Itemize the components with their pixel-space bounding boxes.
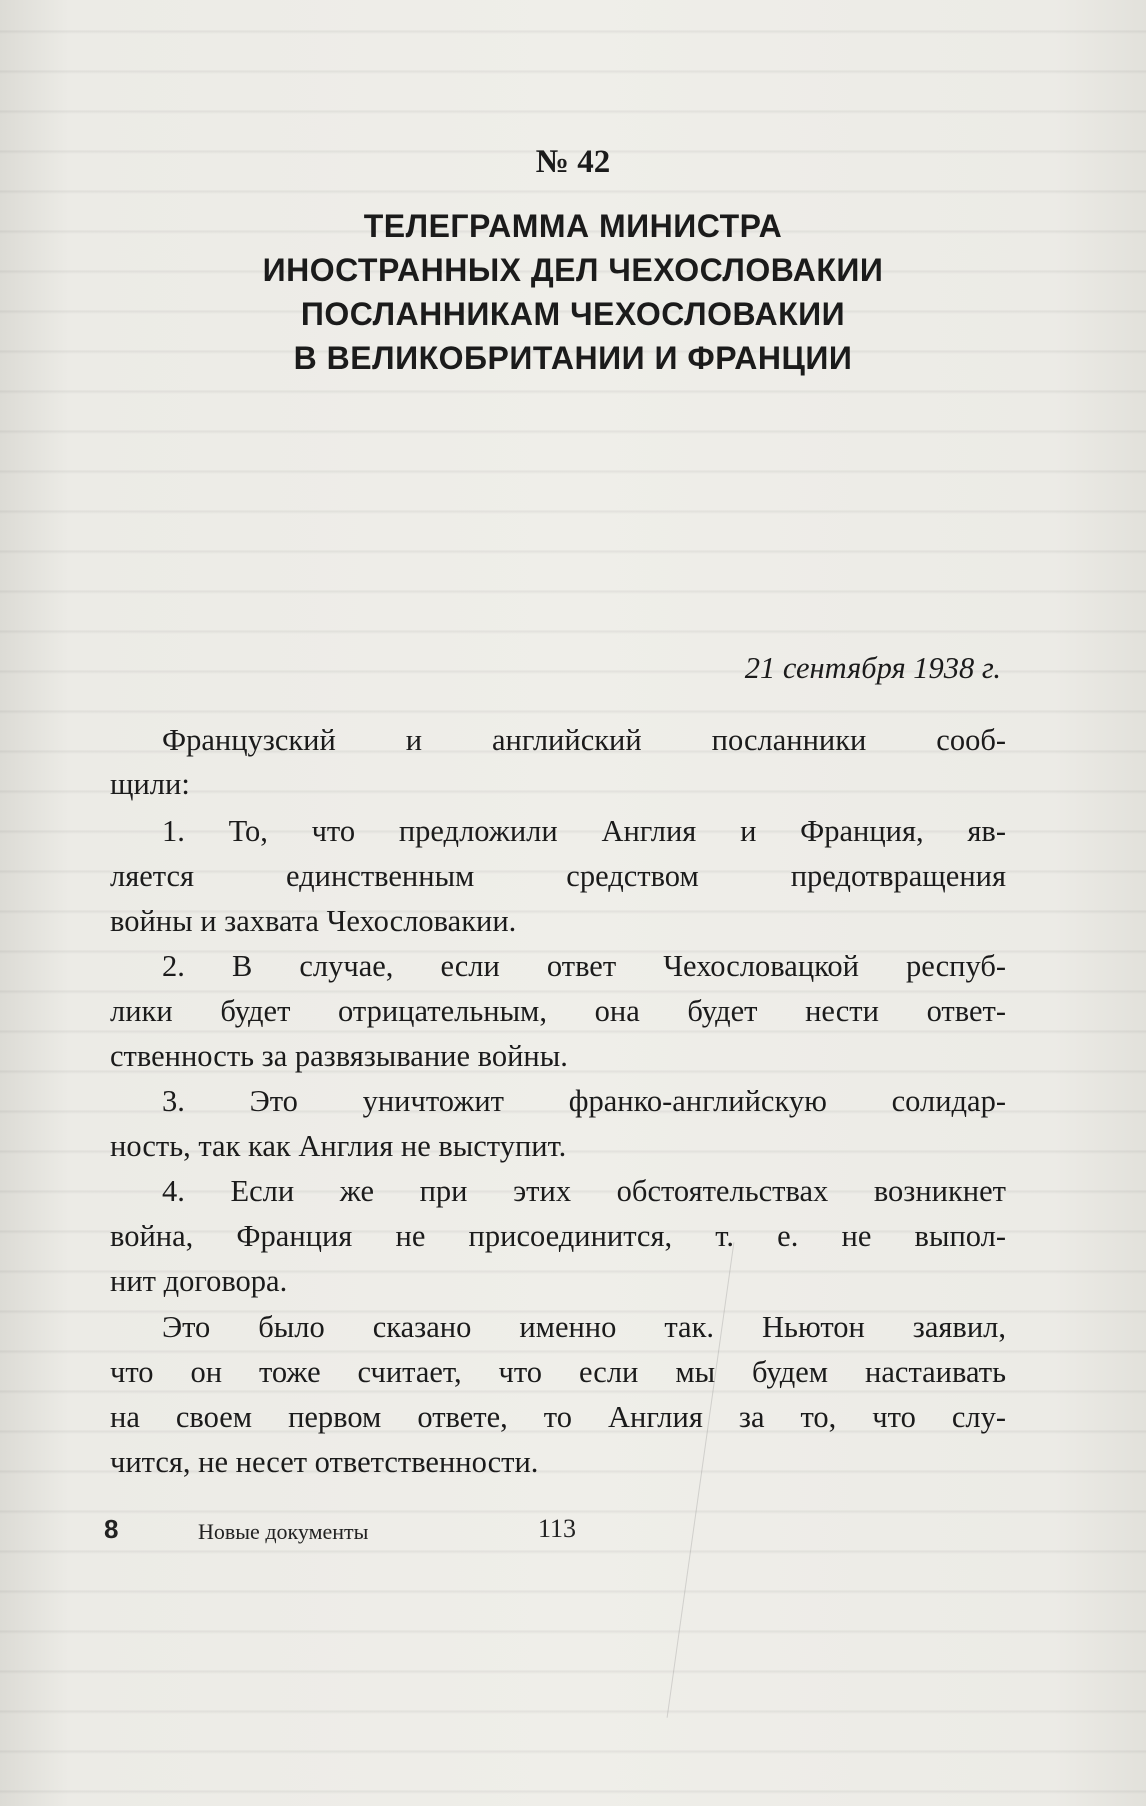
title-line-2: ИНОСТРАННЫХ ДЕЛ ЧЕХОСЛОВАКИИ xyxy=(262,252,884,288)
title-line-1: ТЕЛЕГРАММА МИНИСТРА xyxy=(363,208,783,244)
title-line-3: ПОСЛАННИКАМ ЧЕХОСЛОВАКИИ xyxy=(300,296,846,332)
body-line: 2. В случае, если ответ Чехословацкой респуб- xyxy=(162,949,1006,983)
body-line: 1. То, что предложили Англия и Франция, яв- xyxy=(162,814,1006,848)
body-line: ляется единственным средством предотвращения xyxy=(110,859,1006,893)
body-line: ственность за развязывание войны. xyxy=(110,1039,568,1073)
body-line: ность, так как Англия не выступит. xyxy=(110,1129,567,1163)
body-line: что он тоже считает, что если мы будем настаивать xyxy=(110,1355,1006,1389)
body-line: Французский и английский посланники сооб- xyxy=(162,723,1006,757)
title-line-4: В ВЕЛИКОБРИТАНИИ И ФРАНЦИИ xyxy=(293,340,853,376)
page-number: 113 xyxy=(538,1514,577,1543)
document-number: № 42 xyxy=(535,144,611,180)
body-line: война, Франция не присоединится, т. е. не выпол- xyxy=(110,1219,1006,1253)
document-date: 21 сентября 1938 г. xyxy=(744,651,1001,685)
body-line: на своем первом ответе, то Англия за то, что слу- xyxy=(110,1400,1006,1434)
body-line: Это было сказано именно так. Ньютон заявил, xyxy=(162,1310,1006,1344)
body-line: войны и захвата Чехословакии. xyxy=(110,904,517,938)
signature-mark: 8 xyxy=(104,1514,119,1544)
running-footer-title: Новые документы xyxy=(198,1519,369,1544)
body-line: чится, не несет ответственности. xyxy=(110,1445,539,1479)
body-line: 4. Если же при этих обстоятельствах возникнет xyxy=(162,1174,1006,1208)
body-line: нит договора. xyxy=(110,1264,288,1298)
body-line: 3. Это уничтожит франко-английскую солидар- xyxy=(162,1084,1006,1118)
body-line: щили: xyxy=(110,767,190,801)
body-line: лики будет отрицательным, она будет нести ответ- xyxy=(110,994,1006,1028)
